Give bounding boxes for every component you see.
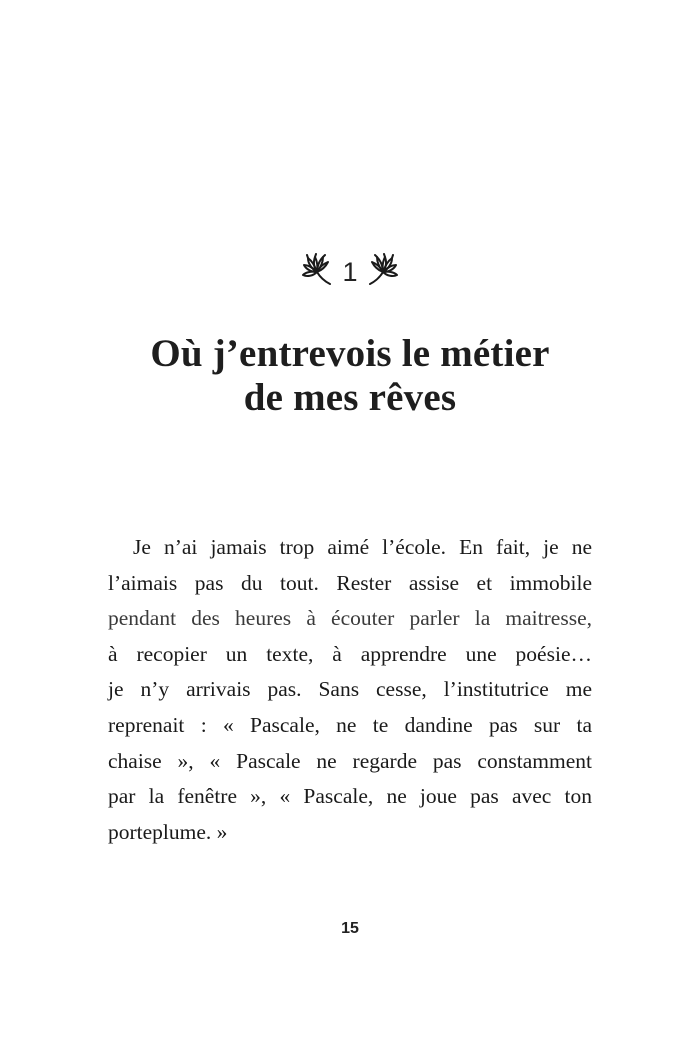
page-number: 15 [341, 920, 359, 937]
floral-sprig-icon [300, 253, 334, 287]
chapter-mark [0, 250, 700, 290]
body-paragraph [108, 530, 592, 850]
chapter-number: 1 [342, 256, 358, 287]
paragraph-line: porteplume. » [108, 819, 228, 844]
paragraph-line: pendant des heures à écouter parler la maitresse, [108, 606, 592, 631]
paragraph-line: chaise », « Pascale ne regarde pas constamment [108, 748, 592, 773]
paragraph-line: reprenait : « Pascale, ne te dandine pas sur ta [108, 712, 592, 737]
paragraph-line: par la fenêtre », « Pascale, ne joue pas avec ton [108, 784, 592, 809]
paragraph-line: à recopier un texte, à apprendre une poésie… [108, 641, 592, 666]
chapter-title-line: Où j’entrevois le métier [150, 332, 550, 375]
paragraph-line: je n’y arrivais pas. Sans cesse, l’institutrice me [108, 677, 592, 702]
chapter-title-line: de mes rêves [243, 376, 457, 419]
paragraph-line: Je n’ai jamais trop aimé l’école. En fait, je ne [133, 535, 592, 559]
chapter-title [0, 332, 700, 420]
paragraph-line: l’aimais pas du tout. Rester assise et immobile [108, 570, 592, 595]
floral-sprig-icon [366, 253, 400, 287]
